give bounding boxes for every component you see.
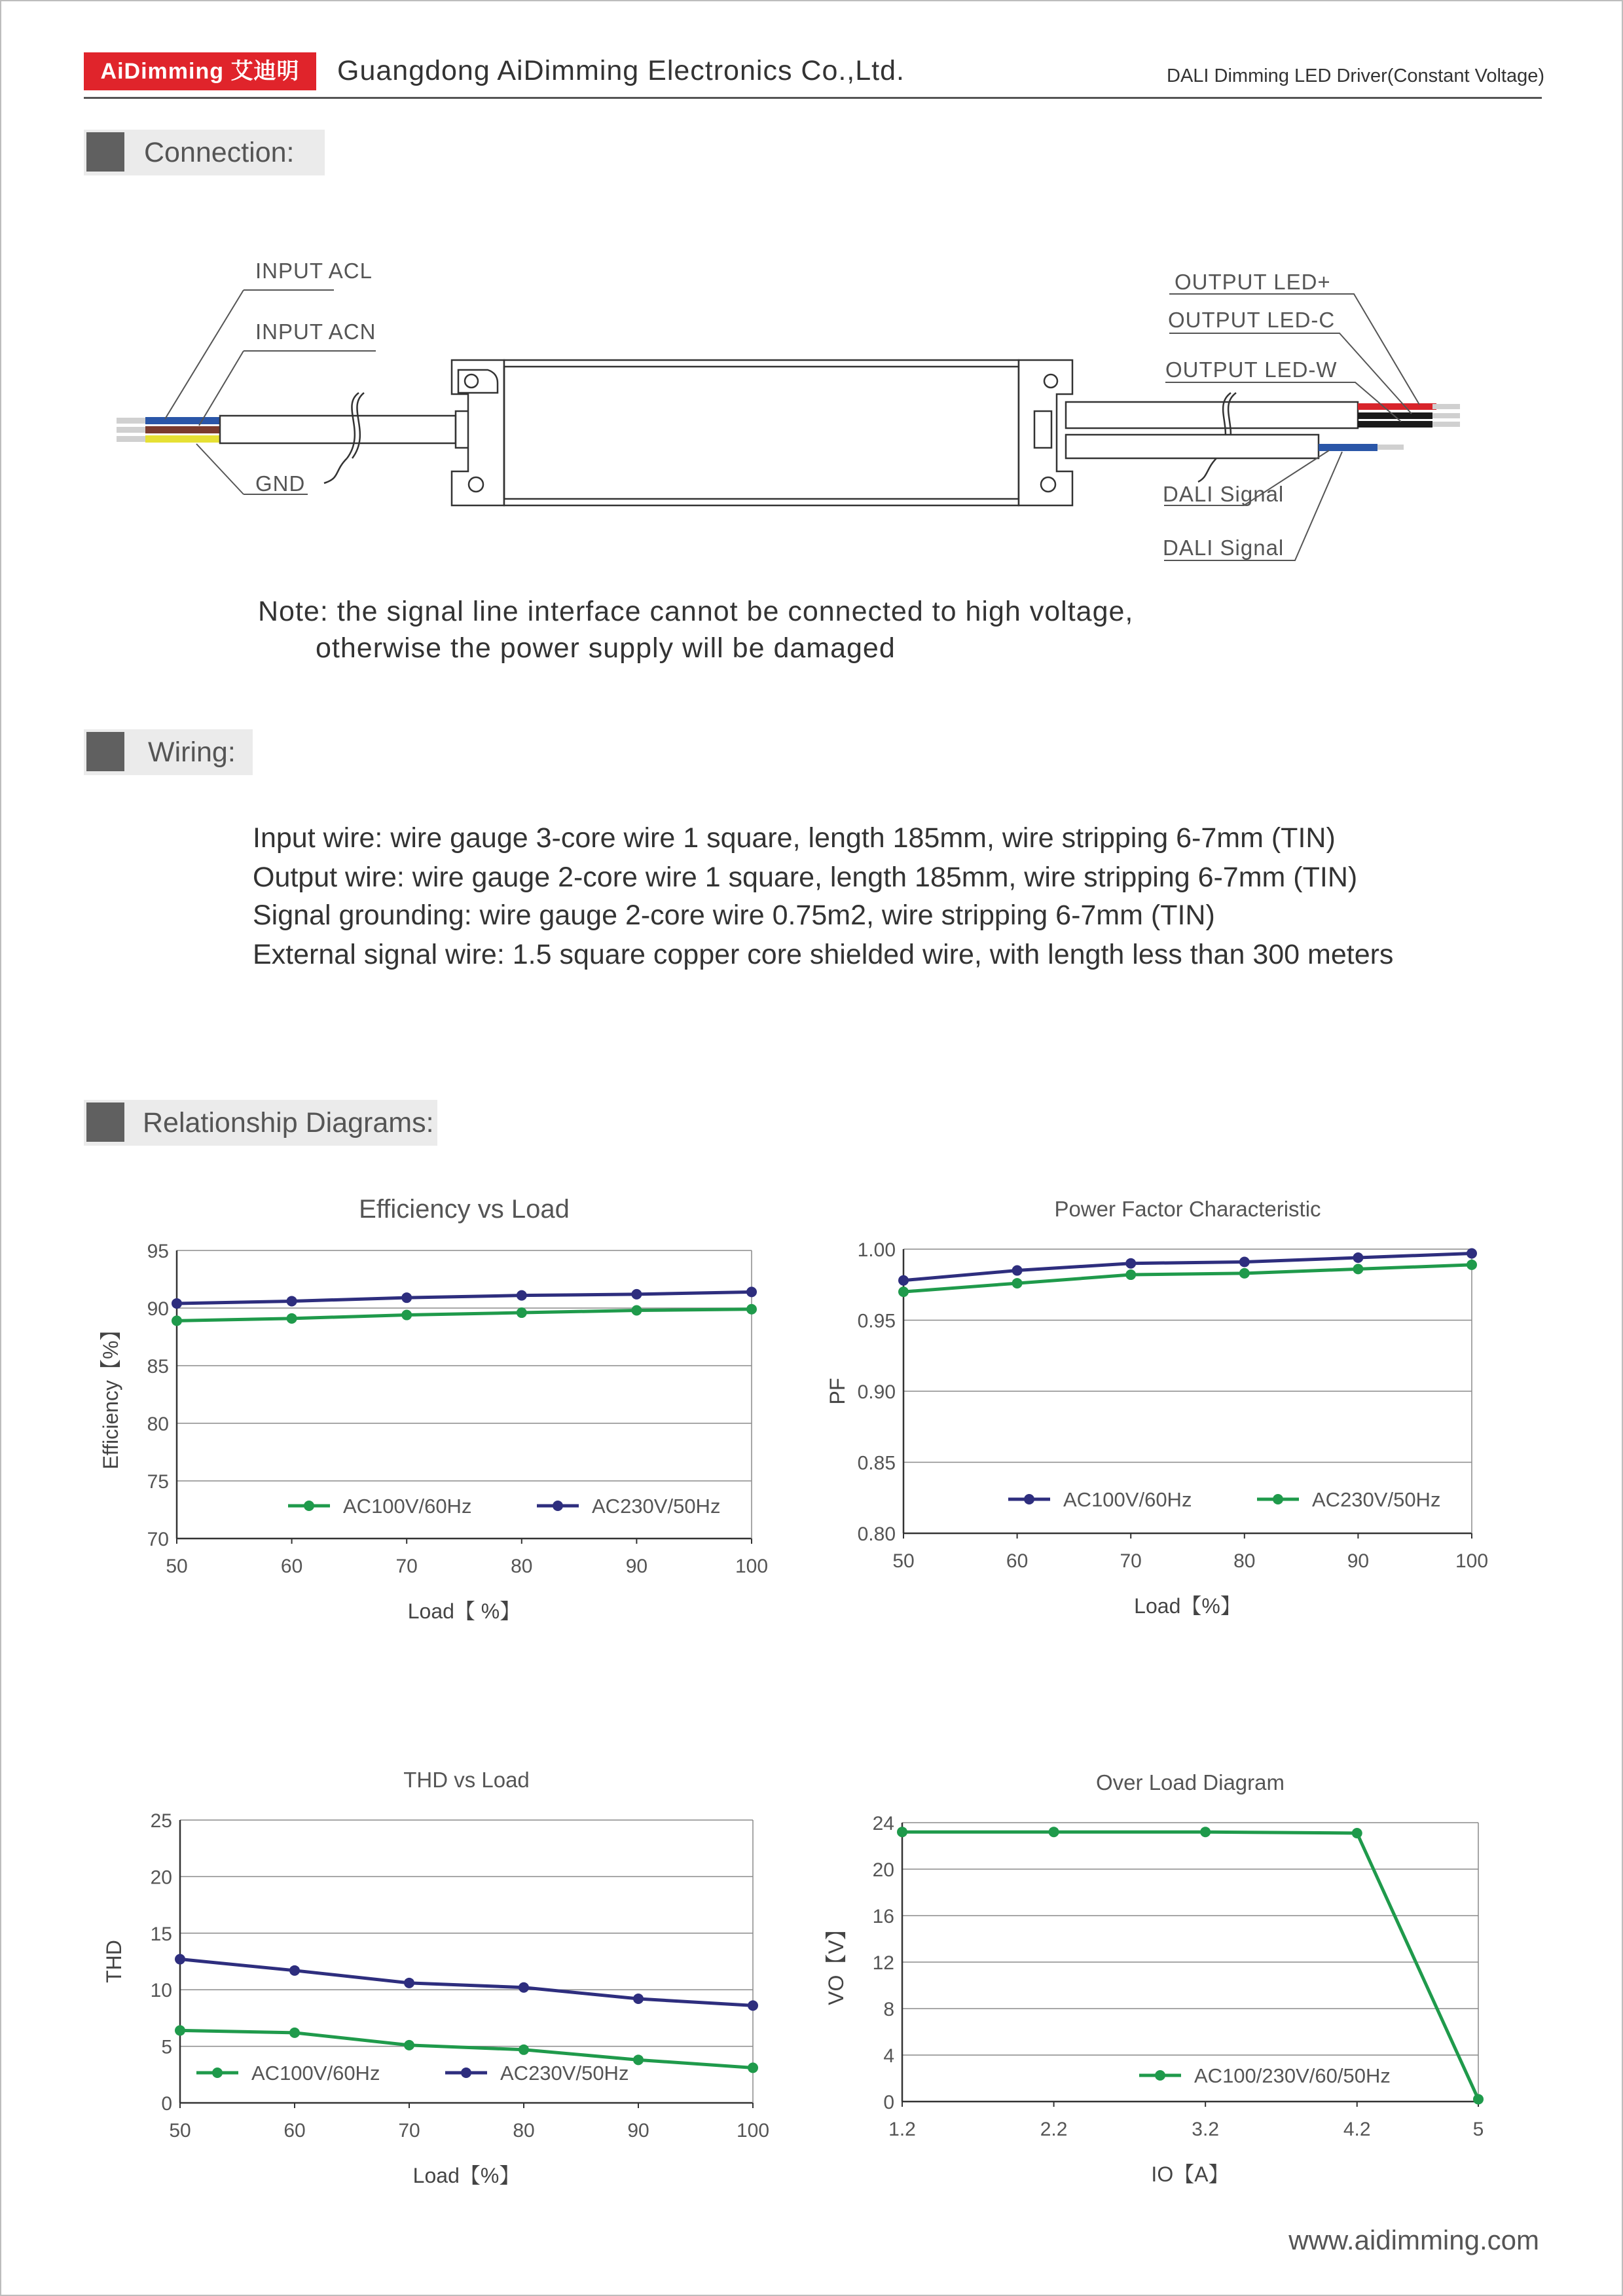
legend-marker [1155,2070,1165,2081]
data-point [1473,2094,1484,2104]
label-output-led-w: OUTPUT LED-W [1165,357,1338,382]
section-title: Wiring: [148,737,236,768]
wire-red [1358,403,1436,410]
y-tick-label: 85 [147,1356,169,1377]
series-line [177,1309,752,1321]
data-point [287,1296,297,1306]
x-axis-label: Load【%】 [1134,1594,1241,1618]
y-tick-label: 12 [872,1952,894,1974]
note-line-2: otherwise the power supply will be damaged [316,632,896,664]
y-tick-label: 0.85 [857,1452,896,1474]
data-point [633,1994,644,2004]
y-tick-label: 8 [883,1999,894,2020]
data-point [1239,1268,1250,1279]
x-tick-label: 80 [1233,1550,1256,1572]
data-point [1012,1266,1023,1276]
y-tick-label: 16 [872,1906,894,1927]
series-line [177,1292,752,1303]
x-tick-label: 2.2 [1040,2119,1068,2140]
x-tick-label: 90 [1347,1550,1370,1572]
label-output-led-plus: OUTPUT LED+ [1175,270,1331,294]
section-wiring [84,729,253,775]
x-tick-label: 4.2 [1343,2119,1371,2140]
y-axis-label: THD [102,1940,126,1983]
x-tick-label: 5 [1472,2119,1484,2140]
legend-label: AC230V/50Hz [1312,1488,1441,1511]
label-output-led-c: OUTPUT LED-C [1168,308,1336,332]
y-tick-label: 70 [147,1529,169,1550]
data-point [898,1286,909,1297]
y-tick-label: 24 [872,1813,894,1834]
label-input-acn: INPUT ACN [255,319,376,344]
chart-power-factor [799,1178,1519,1637]
x-tick-label: 50 [169,2120,191,2141]
y-tick-label: 0.90 [857,1381,896,1403]
note-line-1: Note: the signal line interface cannot be connected to high voltage, [258,596,1134,627]
data-point [897,1827,907,1837]
legend-marker [1273,1494,1283,1504]
chart-overload [799,1741,1519,2200]
legend-label: AC100V/60Hz [1063,1488,1192,1511]
data-point [748,2062,758,2073]
section-marker [86,132,124,172]
data-point [172,1298,182,1309]
legend-label: AC100V/60Hz [343,1495,472,1518]
legend-marker [553,1501,563,1511]
wiring-line: Output wire: wire gauge 2-core wire 1 square, length 185mm, wire stripping 6-7mm (TIN) [253,862,1358,893]
series-line [902,1832,1478,2099]
x-tick-label: 100 [735,1556,769,1577]
data-point [287,1313,297,1324]
data-point [175,2025,185,2035]
wiring-line: External signal wire: 1.5 square copper core shielded wire, with length less than 300 meters [253,939,1394,970]
data-point [631,1305,642,1316]
data-point [1049,1827,1059,1837]
data-point [898,1275,909,1286]
y-tick-label: 95 [147,1241,169,1262]
section-connection [84,130,325,175]
section-marker [86,1102,124,1142]
y-tick-label: 1.00 [857,1239,896,1261]
legend-label: AC100/230V/60/50Hz [1194,2064,1391,2087]
x-tick-label: 70 [395,1556,418,1577]
data-point [519,2045,529,2055]
data-point [748,2000,758,2011]
data-point [1012,1278,1023,1288]
wire-black-2 [1358,421,1432,428]
label-dali-signal-1: DALI Signal [1163,482,1285,506]
chart-title: Efficiency vs Load [359,1195,570,1224]
product-title: DALI Dimming LED Driver(Constant Voltage) [1167,65,1544,86]
y-axis-label: PF [826,1377,849,1405]
x-axis-label: IO【A】 [1151,2162,1230,2186]
data-point [289,2028,300,2038]
x-tick-label: 90 [625,1556,648,1577]
connection-diagram [0,236,1623,563]
label-gnd: GND [255,471,306,496]
y-tick-label: 90 [147,1298,169,1320]
section-marker [86,732,124,771]
wire-dali-blue [1319,444,1377,451]
x-tick-label: 100 [736,2120,770,2141]
data-point [633,2054,644,2065]
chart-thd [79,1741,799,2200]
y-tick-label: 20 [872,1859,894,1881]
y-axis-label: Efficiency【%】 [99,1319,122,1470]
data-point [401,1292,412,1303]
legend-label: AC230V/50Hz [592,1495,721,1518]
data-point [1352,1828,1362,1838]
x-tick-label: 60 [280,1556,303,1577]
y-tick-label: 75 [147,1471,169,1493]
x-tick-label: 3.2 [1192,2119,1220,2140]
company-logo: AiDimming 艾迪明 [84,52,316,90]
data-point [404,2040,414,2050]
x-tick-label: 70 [398,2120,420,2141]
legend-label: AC100V/60Hz [251,2062,380,2085]
y-tick-label: 15 [150,1923,172,1945]
chart-title: THD vs Load [403,1768,530,1792]
section-diagrams [84,1100,437,1146]
data-point [746,1304,757,1315]
legend-label: AC230V/50Hz [500,2062,629,2085]
data-point [1125,1269,1136,1280]
chart-title: Over Load Diagram [1096,1770,1285,1795]
x-axis-label: Load【 %】 [407,1599,521,1623]
series-line [903,1265,1472,1292]
wire-brown [145,426,221,433]
wire-yellow [145,435,221,443]
wire-blue [145,417,221,424]
data-point [517,1290,527,1301]
header-divider [84,97,1542,99]
data-point [1353,1252,1363,1263]
legend-marker [212,2068,223,2078]
x-tick-label: 1.2 [888,2119,916,2140]
y-tick-label: 10 [150,1980,172,2002]
y-tick-label: 4 [883,2045,894,2067]
wiring-line: Signal grounding: wire gauge 2-core wire 0.75m2, wire stripping 6-7mm (TIN) [253,900,1215,931]
y-tick-label: 0 [883,2092,894,2113]
data-point [1353,1264,1363,1274]
x-tick-label: 60 [1006,1550,1029,1572]
label-dali-signal-2: DALI Signal [1163,536,1285,560]
data-point [519,1982,529,1993]
data-point [517,1307,527,1318]
x-tick-label: 80 [513,2120,535,2141]
series-line [180,1959,753,2006]
label-input-acl: INPUT ACL [255,259,373,283]
section-title: Connection: [144,137,295,168]
y-tick-label: 5 [161,2036,172,2058]
chart-efficiency [79,1178,799,1637]
y-tick-label: 0.95 [857,1310,896,1332]
data-point [404,1978,414,1988]
x-tick-label: 50 [892,1550,915,1572]
data-point [1239,1257,1250,1267]
y-tick-label: 80 [147,1413,169,1435]
legend-marker [304,1501,314,1511]
y-tick-label: 0.80 [857,1523,896,1545]
data-point [1467,1260,1477,1270]
data-point [631,1289,642,1300]
x-tick-label: 90 [627,2120,649,2141]
company-name: Guangdong AiDimming Electronics Co.,Ltd. [337,55,905,86]
legend-marker [461,2068,471,2078]
x-tick-label: 100 [1455,1550,1489,1572]
wiring-line: Input wire: wire gauge 3-core wire 1 square, length 185mm, wire stripping 6-7mm (TIN) [253,822,1336,854]
data-point [1467,1248,1477,1259]
data-point [172,1315,182,1326]
data-point [289,1965,300,1976]
data-point [175,1954,185,1965]
chart-title: Power Factor Characteristic [1054,1197,1321,1221]
footer-url: www.aidimming.com [1288,2225,1539,2255]
x-axis-label: Load【%】 [412,2164,520,2187]
data-point [1125,1258,1136,1269]
y-tick-label: 0 [161,2093,172,2115]
data-point [1200,1827,1211,1837]
section-title: Relationship Diagrams: [143,1107,434,1139]
x-tick-label: 80 [511,1556,533,1577]
x-tick-label: 60 [283,2120,306,2141]
data-point [746,1286,757,1297]
data-point [401,1310,412,1321]
x-tick-label: 50 [166,1556,188,1577]
y-tick-label: 25 [150,1810,172,1832]
legend-marker [1024,1494,1034,1504]
y-tick-label: 20 [150,1867,172,1889]
x-tick-label: 70 [1120,1550,1142,1572]
y-axis-label: VO【V】 [824,1919,848,2005]
